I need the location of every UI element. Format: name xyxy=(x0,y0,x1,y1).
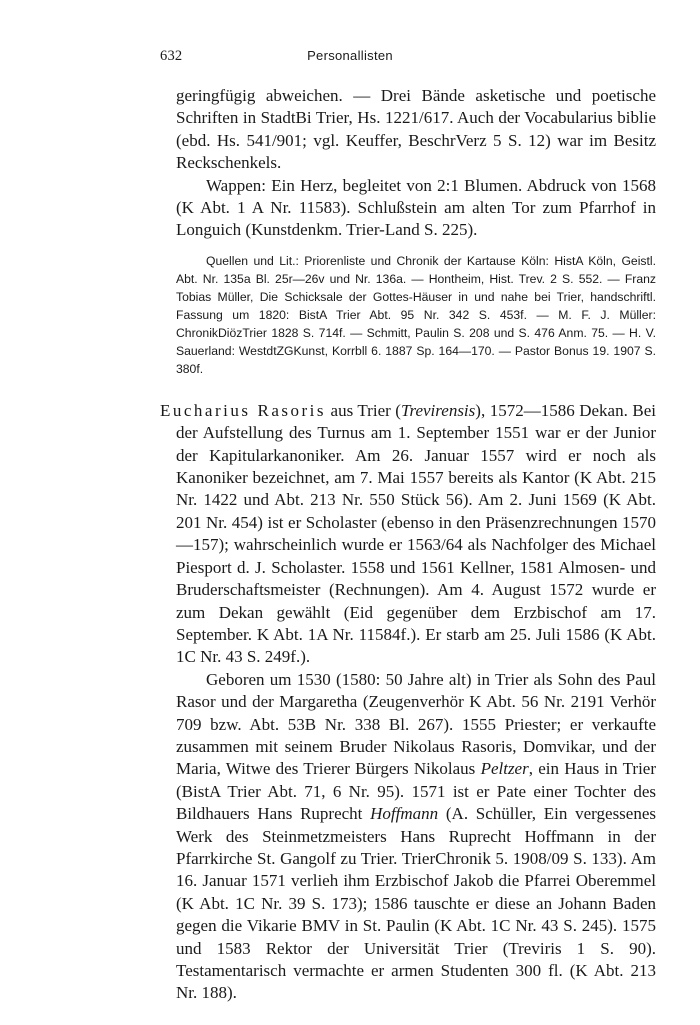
continuation-paragraph: geringfügig abweichen. — Drei Bände asketische und poetische Schriften in StadtBi Trier, Hs. 1221/617. Auch der Vocabularius biblie (ebd. Hs. 541/901; vgl. Keuffer, BeschrVerz 5 S. 12) war im Besitz Reckschenkels. xyxy=(176,86,656,173)
entry-name: Eucharius Rasoris xyxy=(160,400,326,420)
entry-latin-name: Trevirensis xyxy=(400,400,476,420)
text-block xyxy=(160,85,656,1005)
entry-name-suffix: aus Trier ( xyxy=(326,400,401,420)
bio-name-hoffmann: Hoffmann xyxy=(370,804,439,824)
wappen-paragraph: Wappen: Ein Herz, begleitet von 2:1 Blumen. Abdruck von 1568 (K Abt. 1 A Nr. 11583). Schlußstein am alten Tor zum Pfarrhof in Longuich (Kunstdenkm. Trier-Land S. 225). xyxy=(176,175,656,240)
running-head: Personallisten xyxy=(307,48,393,63)
bio-text-a: Geboren um 1530 (1580: 50 Jahre alt) in Trier als Sohn des Paul Rasor und der Margaretha (Zeugenverhör K Abt. 56 Nr. 2191 Verhör 709 bzw. Abt. 53B Nr. 338 Bl. 267). 1555 Priester; er verkaufte zusammen mit seinem Bruder Nikolaus Rasoris, Domvikar, und der Maria, Witwe des Trierer Bürgers Nikolaus xyxy=(176,669,656,779)
bio-text-c: (A. Schüller, Ein vergessenes Werk des Steinmetzmeisters Hans Ruprecht Hoffmann in der Pfarrkirche St. Gangolf zu Trier. TrierChronik 5. 1908/09 S. 133). Am 16. Januar 1571 verlieh ihm Erzbischof Jakob die Pfarrei Oberemmel (K Abt. 1C Nr. 39 S. 173); 1586 tauschte er diese an Johann Baden gegen die Vikarie BMV in St. Paulin (K Abt. 1C Nr. 43 S. 245). 1575 und 1583 Rektor der Universität Trier (Treviris 1 S. 90). Testamentarisch vermachte er armen Studenten 300 fl. (K Abt. 213 Nr. 188). xyxy=(176,804,657,1003)
bio-name-peltzer: Peltzer xyxy=(480,759,529,779)
biography-paragraph xyxy=(160,669,656,1005)
page-number: 632 xyxy=(160,48,183,64)
entry-eucharius-rasoris xyxy=(160,400,656,669)
bio-text-b: , ein Haus in Trier (BistA Trier Abt. 71, 6 Nr. 95). 1571 ist er Pate einer Tochter des Bildhauers Hans Ruprecht xyxy=(176,759,656,824)
sources-paragraph: Quellen und Lit.: Priorenliste und Chronik der Kartause Köln: HistA Köln, Geistl. Abt. Nr. 135a Bl. 25r—26v und Nr. 136a. — Hontheim, Hist. Trev. 2 S. 552. — Franz Tobias Müller, Die Schicksale der Gottes-Häuser in und nahe bei Trier, handschriftl. Fassung um 1820: BistA Trier Abt. 95 Nr. 342 S. 453f. — M. F. J. Müller: ChronikDiözTrier 1828 S. 714f. — Schmitt, Paulin S. 208 und S. 476 Anm. 75. — H. V. Sauerland: WestdtZGKunst, Korrbll 6. 1887 Sp. 164—170. — Pastor Bonus 19. 1907 S. 380f. xyxy=(176,253,656,376)
entry-career-text: ), 1572—1586 Dekan. Bei der Aufstellung des Turnus am 1. September 1551 war er der Junior der Kapitularkanoniker. Am 26. Januar 1557 wird er noch als Kanoniker bezeichnet, am 7. Mai 1557 bereits als Kantor (K Abt. 215 Nr. 1422 und Abt. 213 Nr. 550 Stück 56). Am 2. Juni 1569 (K Abt. 201 Nr. 454) ist er Scholaster (ebenso in den Präsenzrechnungen 1570—157); wahrscheinlich wurde er 1563/64 als Nachfolger des Michael Piesport d. J. Scholaster. 1558 und 1561 Kellner, 1581 Almosen- und Bruderschaftsmeister (Rechnungen). Am 4. August 1572 wurde er zum Dekan gewählt (Eid gegenüber dem Erzbischof am 17. September. K Abt. 1A Nr. 11584f.). Er starb am 25. Juli 1586 (K Abt. 1C Nr. 43 S. 249f.). xyxy=(176,400,656,667)
